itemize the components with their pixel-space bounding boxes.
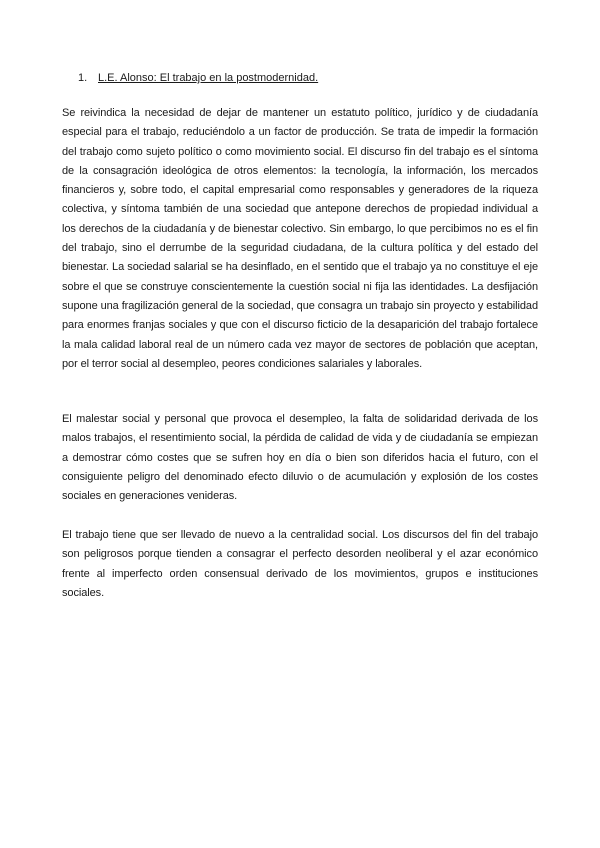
paragraph-3: El trabajo tiene que ser llevado de nuevo a la centralidad social. Los discursos del fin del trabajo son peligrosos porque tienden a consagrar el perfecto desorden neoliberal y el azar económico frente al imperfecto orden consensual derivado de los movimientos, grupos e instituciones sociales. [62,529,538,599]
section-number: 1. [78,72,88,84]
section-title: L.E. Alonso: El trabajo en la postmodernidad. [98,72,319,84]
section-heading [78,71,318,85]
paragraph-1: Se reivindica la necesidad de dejar de mantener un estatuto político, jurídico y de ciudadanía especial para el trabajo, reduciéndolo a un factor de producción. Se trata de impedir la formación del trabajo como sujeto político o como movimiento social. El discurso fin del trabajo es el síntoma de la consagración ideológica de otros elementos: la tecnología, la información, los mercados financieros y, sobre todo, el capital empresarial como responsables y generadores de la riqueza colectiva, y síntoma también de una sociedad que antepone derechos de propiedad individual a los derechos de la ciudadanía y de bienestar colectivo. Sin embargo, lo que percibimos no es el fin del trabajo, sino el derrumbe de la seguridad ciudadana, de la cultura política y del estado del bienestar. La sociedad salarial se ha desinflado, en el sentido que el trabajo ya no constituye el eje sobre el que se construye conscientemente la cuestión social ni fija las identidades. La desfijación supone una fragilización general de la sociedad, que consagra un trabajo sin proyecto y estabilidad para enormes franjas sociales y que con el discurso ficticio de la desaparición del trabajo fortalece la mala calidad laboral real de un número cada vez mayor de sectores de población que aceptan, por el terror social al desempleo, peores condiciones salariales y laborales. [62,107,538,370]
paragraph-2: El malestar social y personal que provoca el desempleo, la falta de solidaridad derivada de los malos trabajos, el resentimiento social, la pérdida de calidad de vida y de ciudadanía se empiezan a demostrar cómo costes que se sufren hoy en día o bien son diferidos hacia el futuro, con el consiguiente peligro del denominado efecto diluvio o de acumulación y explosión de los costes sociales en generaciones venideras. [62,413,538,503]
